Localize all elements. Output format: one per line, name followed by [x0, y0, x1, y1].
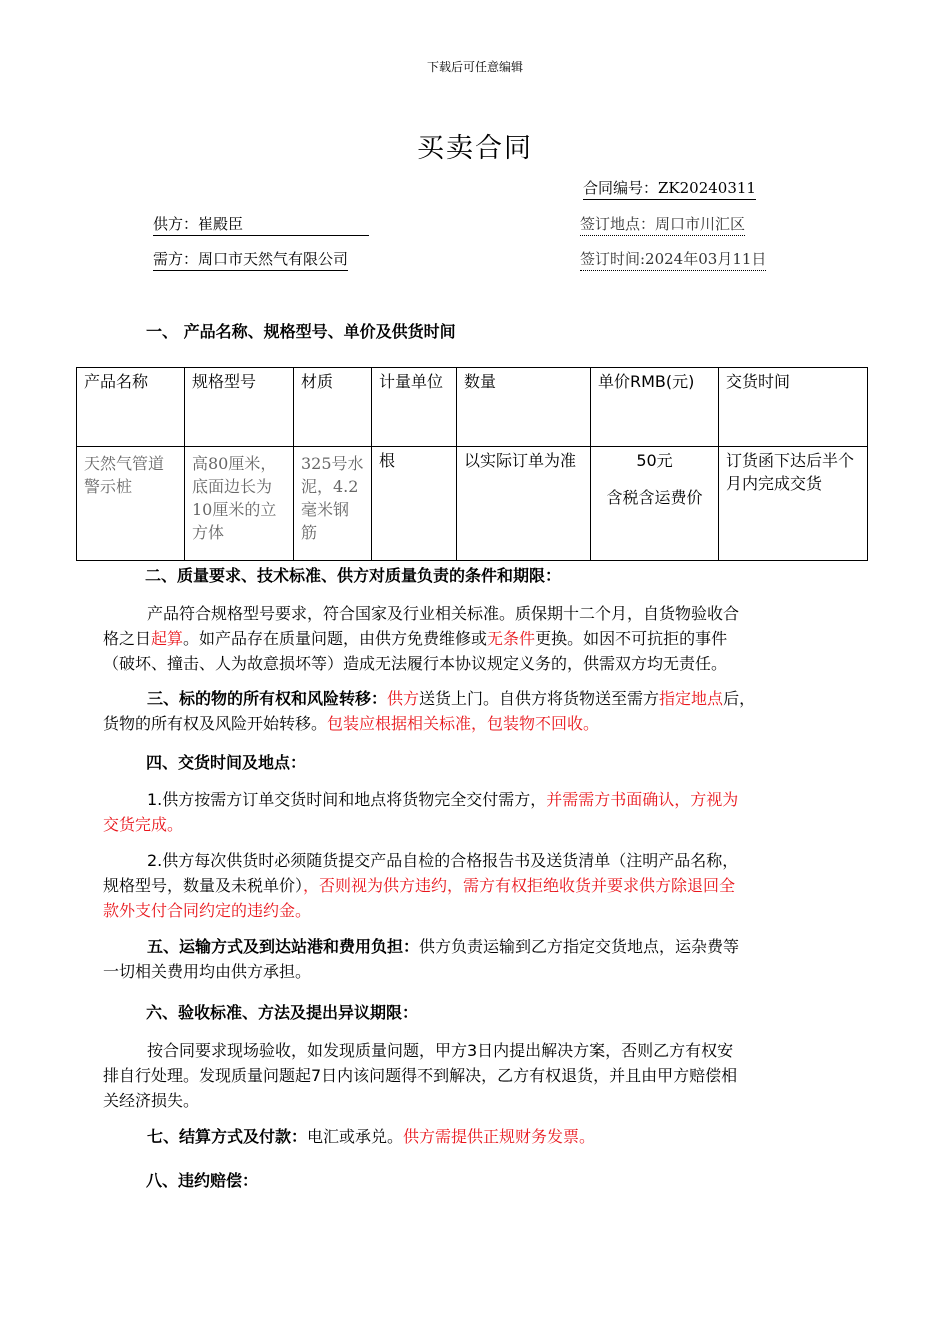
section6-body — [103, 1038, 823, 1113]
buyer-field: 需方：周口市天然气有限公司 — [153, 248, 348, 271]
section5-title: 五、运输方式及到达站港和费用负担： — [147, 937, 420, 956]
section4-line: 交货完成。 — [103, 815, 184, 834]
highlight-text: 指定地点 — [659, 689, 724, 708]
text: 格之日 — [103, 629, 152, 648]
price-value: 50元 — [636, 451, 673, 470]
price-cell — [591, 447, 719, 561]
header-cell: 单价RMB(元) — [591, 368, 719, 447]
text: 更换。如因不可抗拒的事件 — [535, 629, 728, 648]
table-row — [77, 447, 868, 561]
highlight-text: 供方 — [387, 689, 420, 708]
contract-number: 合同编号：ZK20240311 — [583, 177, 756, 200]
text: 电汇或承兑。 — [307, 1127, 404, 1146]
text: 规格型号，数量及未税单价） — [103, 876, 304, 895]
text: 供方负责运输到乙方指定交货地点，运杂费等 — [419, 937, 740, 956]
section4-item1 — [103, 787, 823, 837]
highlight-text: 无条件 — [487, 629, 536, 648]
header-cell: 计量单位 — [372, 368, 457, 447]
highlight-text: ，否则视为供方违约，需方有权拒绝收货并要求供方除退回全 — [303, 876, 736, 895]
section6-line: 按合同要求现场验收，如发现质量问题，甲方3日内提出解决方案，否则乙方有权安 — [147, 1041, 734, 1060]
text: 送货上门。自供方将货物送至需方 — [419, 689, 660, 708]
section6-line: 排自行处理。发现质量问题起7日内该问题得不到解决，乙方有权退货，并且由甲方赔偿相 — [103, 1066, 738, 1085]
highlight-text: 起算 — [151, 629, 184, 648]
material-cell: 325号水泥，4.2毫米钢筋 — [294, 447, 372, 561]
section6-line: 关经济损失。 — [103, 1091, 200, 1110]
section3-title: 三、标的物的所有权和风险转移： — [147, 689, 388, 708]
section3-body — [103, 686, 823, 736]
header-cell: 材质 — [294, 368, 372, 447]
text: 货物的所有权及风险开始转移。 — [103, 714, 328, 733]
header-cell: 产品名称 — [77, 368, 185, 447]
document-title: 买卖合同 — [417, 133, 533, 164]
section3-line — [103, 711, 823, 736]
section2-line: 产品符合规格型号要求，符合国家及行业相关标准。质保期十二个月，自货物验收合 — [147, 604, 740, 623]
section7-body — [103, 1124, 823, 1149]
section2-body — [103, 601, 823, 676]
highlight-text: 包装应根据相关标准，包装物不回收。 — [327, 714, 600, 733]
price-note: 含税含运费价 — [606, 488, 703, 507]
section1-title: 一、 产品名称、规格型号、单价及供货时间 — [146, 322, 456, 341]
unit-cell: 根 — [372, 447, 457, 561]
header-note: 下载后可任意编辑 — [426, 60, 523, 74]
highlight-text: 供方需提供正规财务发票。 — [403, 1127, 596, 1146]
supplier-field: 供方：崔殿臣 — [153, 213, 369, 236]
section4-title: 四、交货时间及地点： — [146, 753, 307, 772]
quantity-cell: 以实际订单为准 — [457, 447, 591, 561]
product-name-cell: 天然气管道警示桩 — [77, 447, 185, 561]
spec-cell: 高80厘米，底面边长为10厘米的立方体 — [185, 447, 294, 561]
table-header-row — [77, 368, 868, 447]
text: 。如产品存在质量问题，由供方免费维修或 — [183, 629, 488, 648]
text: 后， — [723, 689, 756, 708]
section2-line — [103, 626, 823, 651]
section2-line: （破坏、撞击、人为故意损坏等）造成无法履行本协议规定义务的，供需双方均无责任。 — [103, 654, 728, 673]
header-cell: 交货时间 — [719, 368, 868, 447]
section3-line — [103, 686, 823, 711]
section8-title: 八、违约赔偿： — [146, 1171, 259, 1190]
section5-line — [103, 934, 823, 959]
section5-body — [103, 934, 823, 984]
text: 1.供方按需方订单交货时间和地点将货物完全交付需方， — [147, 790, 547, 809]
header-cell: 规格型号 — [185, 368, 294, 447]
section2-title: 二、质量要求、技术标准、供方对质量负责的条件和期限： — [145, 566, 562, 585]
section5-line: 一切相关费用均由供方承担。 — [103, 962, 312, 981]
product-table — [76, 367, 868, 561]
delivery-cell: 订货函下达后半个月内完成交货 — [719, 447, 868, 561]
section7-line — [103, 1124, 823, 1149]
section4-line: 款外支付合同约定的违约金。 — [103, 901, 312, 920]
section6-title: 六、验收标准、方法及提出异议期限： — [146, 1003, 419, 1022]
sign-place: 签订地点：周口市川汇区 — [580, 213, 745, 236]
sign-time: 签订时间:2024年03月11日 — [580, 248, 766, 271]
section4-line — [103, 873, 823, 898]
header-cell: 数量 — [457, 368, 591, 447]
section4-line: 2.供方每次供货时必须随货提交产品自检的合格报告书及送货清单（注明产品名称， — [147, 851, 739, 870]
section4-item2 — [103, 848, 823, 923]
highlight-text: 并需需方书面确认，方视为 — [546, 790, 739, 809]
section4-line — [103, 787, 823, 812]
section7-title: 七、结算方式及付款： — [147, 1127, 308, 1146]
